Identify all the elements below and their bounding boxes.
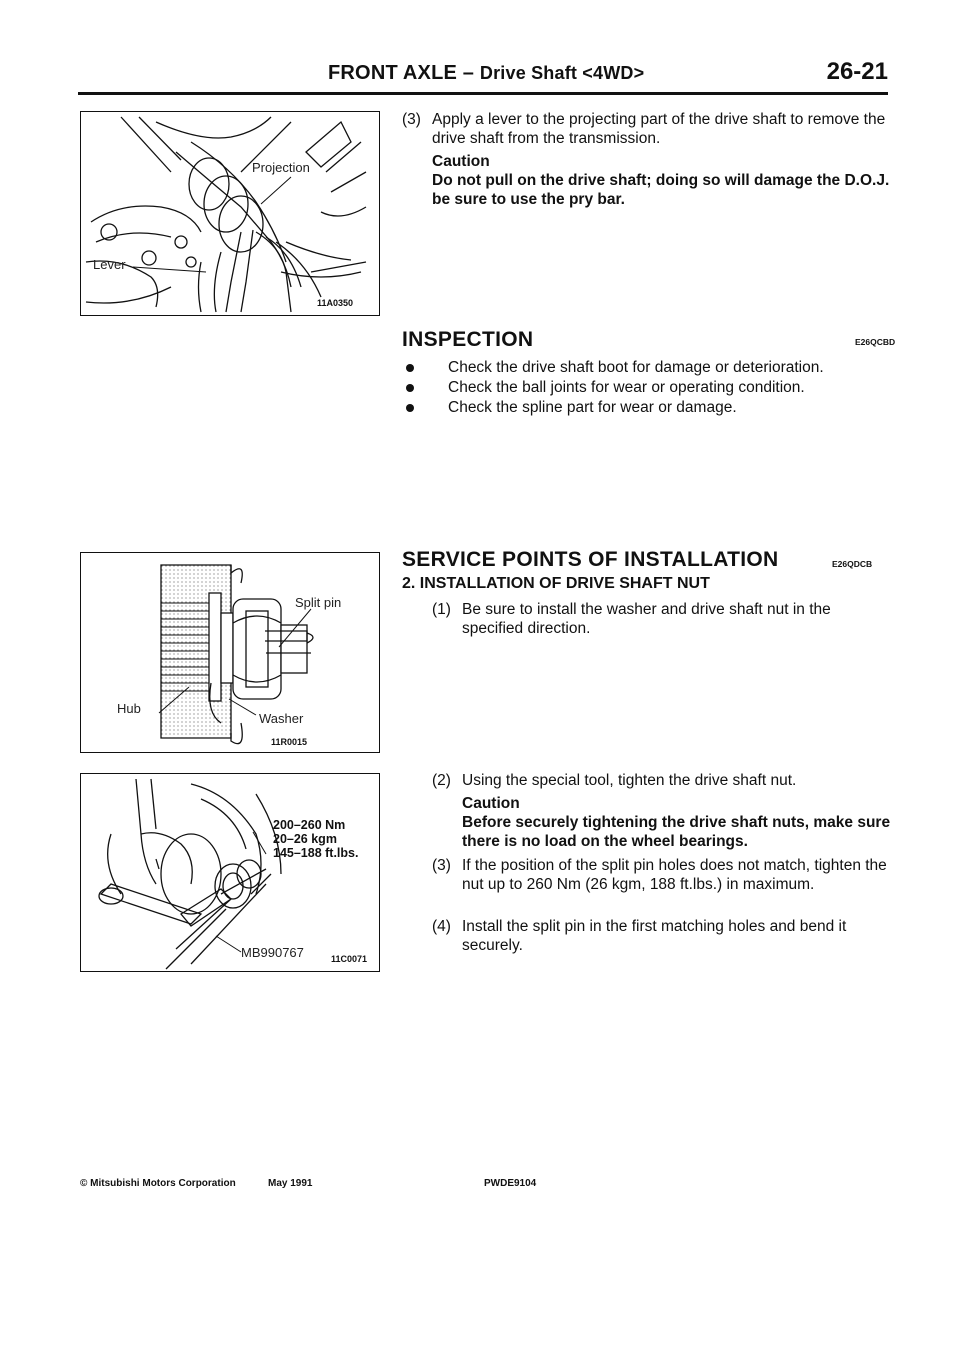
label-lever: Lever: [93, 257, 126, 272]
torque-ftlbs: 145–188 ft.lbs.: [273, 846, 359, 860]
label-washer: Washer: [259, 711, 304, 726]
removal-step-3: [402, 110, 892, 220]
figure-code: 11A0350: [317, 298, 354, 308]
caution-heading: Caution: [462, 795, 520, 812]
step-number: (3): [432, 857, 451, 874]
list-item-text: Check the ball joints for wear or operating condition.: [448, 379, 805, 396]
installation-step-3: [432, 856, 892, 916]
installation-heading: SERVICE POINTS OF INSTALLATION: [402, 548, 779, 571]
page-title: [328, 62, 644, 85]
step-number: (2): [432, 772, 451, 789]
figure-special-tool: [80, 773, 380, 972]
step-text: Using the special tool, tighten the drive shaft nut.: [462, 772, 797, 789]
list-item: [402, 358, 892, 378]
inspection-heading: INSPECTION: [402, 328, 534, 351]
caution-heading: Caution: [432, 153, 490, 170]
label-hub: Hub: [117, 701, 141, 716]
inspection-code: E26QCBD: [855, 337, 896, 347]
step-number: (1): [432, 601, 451, 618]
lever-removal-drawing: [81, 112, 379, 315]
step-body: [432, 110, 892, 209]
step-text: If the position of the split pin holes does not match, tighten the nut up to 260 Nm (26 kgm, 188 ft.lbs.) in maximum.: [462, 857, 887, 893]
installation-subsection: 2. INSTALLATION OF DRIVE SHAFT NUT: [402, 575, 710, 592]
bullet-icon: [406, 404, 414, 412]
label-split-pin: Split pin: [295, 595, 342, 610]
torque-spec: [273, 818, 358, 860]
footer-date: May 1991: [268, 1178, 313, 1189]
section-title: FRONT AXLE: [328, 62, 458, 84]
torque-kgm: 20–26 kgm: [273, 832, 337, 846]
footer-copyright: © Mitsubishi Motors Corporation: [80, 1178, 236, 1189]
bullet-icon: [406, 384, 414, 392]
figure-code: 11C0071: [331, 954, 368, 964]
installation-step-2: [432, 771, 892, 849]
step-number: (4): [432, 918, 451, 935]
step-text: Be sure to install the washer and drive shaft nut in the specified direction.: [462, 601, 831, 637]
list-item: [402, 398, 892, 418]
bullet-icon: [406, 364, 414, 372]
figure-code: 11R0015: [271, 737, 308, 747]
installation-code: E26QDCB: [832, 559, 873, 569]
inspection-list: [402, 358, 892, 418]
list-item: [402, 378, 892, 398]
page-number: 26-21: [826, 58, 888, 85]
label-tool-number: MB990767: [241, 945, 304, 960]
special-tool-drawing: [81, 774, 379, 971]
footer-doc-code: PWDE9104: [484, 1178, 537, 1189]
page-header: [78, 58, 888, 95]
installation-step-1: [432, 600, 892, 645]
figure-lever-removal: [80, 111, 380, 316]
caution-text: Do not pull on the drive shaft; doing so will damage the D.O.J. be sure to use the pry bar.: [432, 172, 890, 208]
step-text: Install the split pin in the first matching holes and bend it securely.: [462, 918, 847, 954]
list-item-text: Check the drive shaft boot for damage or deterioration.: [448, 359, 824, 376]
drive-shaft-nut-drawing: [81, 553, 379, 752]
step-text: Apply a lever to the projecting part of the drive shaft to remove the drive shaft from the transmission.: [432, 111, 886, 147]
section-subtitle: Drive Shaft <4WD>: [479, 63, 645, 83]
step-body: [462, 771, 902, 851]
installation-step-4: [432, 917, 892, 957]
label-projection: Projection: [252, 160, 310, 175]
list-item-text: Check the spline part for wear or damage.: [448, 399, 737, 416]
step-number: (3): [402, 111, 421, 128]
torque-nm: 200–260 Nm: [273, 818, 346, 832]
title-separator: –: [457, 62, 480, 84]
figure-drive-shaft-nut: [80, 552, 380, 753]
caution-text: Before securely tightening the drive shaft nuts, make sure there is no load on the wheel bearings.: [462, 814, 891, 850]
